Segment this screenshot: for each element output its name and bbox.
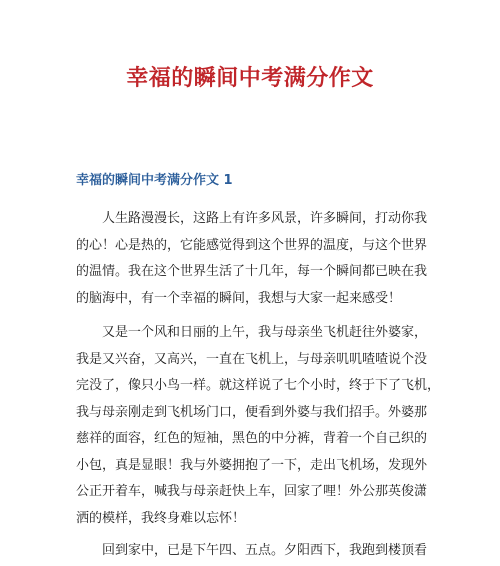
paragraph-2	[76, 320, 441, 532]
paragraph-line: 慈祥的面容，红色的短袖，黑色的中分裤，背着一个自己织的	[76, 431, 428, 446]
paragraph-line: 回到家中，已是下午四、五点。夕阳西下，我跑到楼顶看	[76, 543, 428, 558]
paragraph-line: 我是又兴奋，又高兴，一直在飞机上，与母亲叽叽喳喳说个没	[76, 351, 428, 367]
section-heading: 幸福的瞬间中考满分作文 1	[76, 173, 233, 188]
document-title: 幸福的瞬间中考满分作文	[126, 66, 374, 91]
paragraph-line: 人生路漫漫长，这路上有许多风景，许多瞬间，打动你我	[76, 211, 428, 226]
paragraph-line: 小包，真是显眼！我与外婆拥抱了一下，走出飞机场，发现外	[76, 457, 428, 473]
paragraph-1	[76, 206, 426, 312]
paragraph-line: 我与母亲刚走到飞机场门口，便看到外婆与我们招手。外婆那	[76, 404, 428, 420]
paragraph-line: 公正开着车，喊我与母亲赶快上车，回家了哩！外公那英俊潇	[76, 484, 428, 499]
paragraph-line: 的心！心是热的，它能感觉得到这个世界的温度，与这个世界	[76, 237, 428, 253]
paragraph-line: 的脑海中，有一个幸福的瞬间，我想与大家一起来感受！	[76, 290, 402, 306]
paragraph-3	[76, 538, 426, 565]
paragraph-line: 的温情。我在这个世界生活了十几年，每一个瞬间都已映在我	[76, 264, 428, 279]
paragraph-line: 洒的模样，我终身难以忘怀！	[76, 510, 246, 526]
paragraph-line: 又是一个风和日丽的上午，我与母亲坐飞机赶往外婆家，	[76, 325, 428, 340]
paragraph-line: 完没了，像只小鸟一样。就这样说了七个小时，终于下了飞机，	[76, 378, 441, 393]
